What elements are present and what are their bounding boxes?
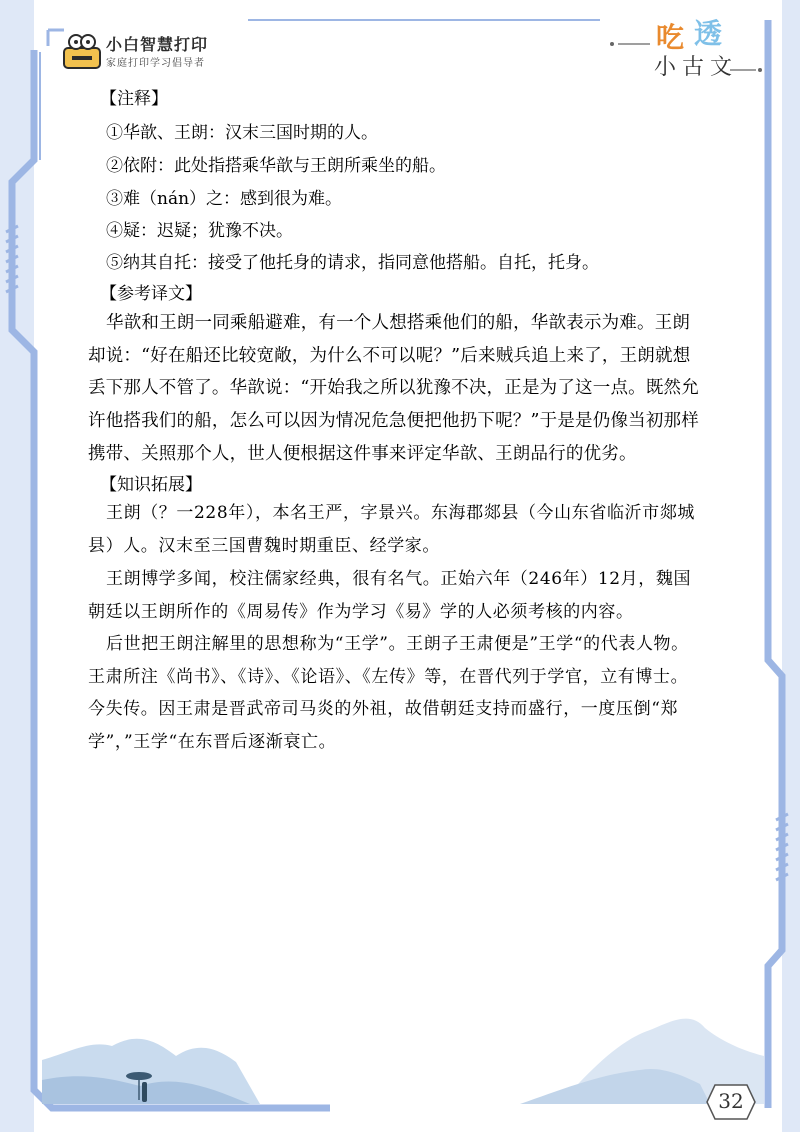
note-item: ④疑：迟疑；犹豫不决。 [106, 221, 293, 241]
printer-mascot-icon [62, 30, 102, 70]
brand-char-tou: 透 [694, 17, 723, 50]
brand-subtitle: 小古文 [654, 55, 739, 80]
logo [62, 26, 232, 76]
note-item: ②依附：此处指搭乘华歆与王朗所乘坐的船。 [106, 156, 446, 176]
extension-paragraph: 王朗博学多闻，校注儒家经典，很有名气。正始六年（246年）12月，魏国朝廷以王朗所作的《周易传》作为学习《易》学的人必须考核的内容。 [88, 569, 692, 622]
page-number: 32 [718, 1089, 744, 1113]
logo-title: 小白智慧打印 [106, 35, 209, 54]
brand-mark [616, 8, 776, 80]
note-item: ⑤纳其自托：接受了他托身的请求，指同意他搭船。自托，托身。 [106, 253, 599, 273]
extension-paragraph: 王朗（？一228年），本名王严，字景兴。东海郡郯县（今山东省临沂市郯城县）人。汉末至三国曹魏时期重臣、经学家。 [88, 503, 695, 556]
notes-heading: 【注释】 [100, 89, 168, 109]
note-item: ①华歆、王朗：汉末三国时期的人。 [106, 123, 378, 143]
extension-heading: 【知识拓展】 [100, 475, 202, 495]
page-number-badge [705, 1083, 757, 1121]
brand-char-chi: 吃 [656, 21, 685, 54]
extension-paragraph: 后世把王朗注解里的思想称为“王学”。王朗子王肃便是”王学“的代表人物。王肃所注《尚书》、《诗》、《论语》、《左传》等，在晋代列于学官，立有博士。今失传。因王肃是晋武帝司马炎的外祖，故借朝廷支持而盛行，一度压倒“郑学”，”王学“在东晋后逐渐衰亡。 [88, 634, 689, 753]
note-item: ③难（nán）之：感到很为难。 [106, 189, 343, 209]
translation-heading: 【参考译文】 [100, 284, 202, 304]
translation-paragraph: 华歆和王朗一同乘船避难，有一个人想搭乘他们的船，华歆表示为难。王朗却说：“好在船还比较宽敞，为什么不可以呢？”后来贼兵追上来了，王朗就想丢下那人不管了。华歆说：“开始我之所以犹豫不决，正是为了这一点。既然允许他搭我们的船，怎么可以因为情况危急便把他扔下呢？”于是是仍像当初那样携带、关照那个人，世人便根据这件事来评定华歆、王朗品行的优劣。 [88, 313, 699, 464]
logo-subtitle: 家庭打印学习倡导者 [106, 58, 205, 69]
